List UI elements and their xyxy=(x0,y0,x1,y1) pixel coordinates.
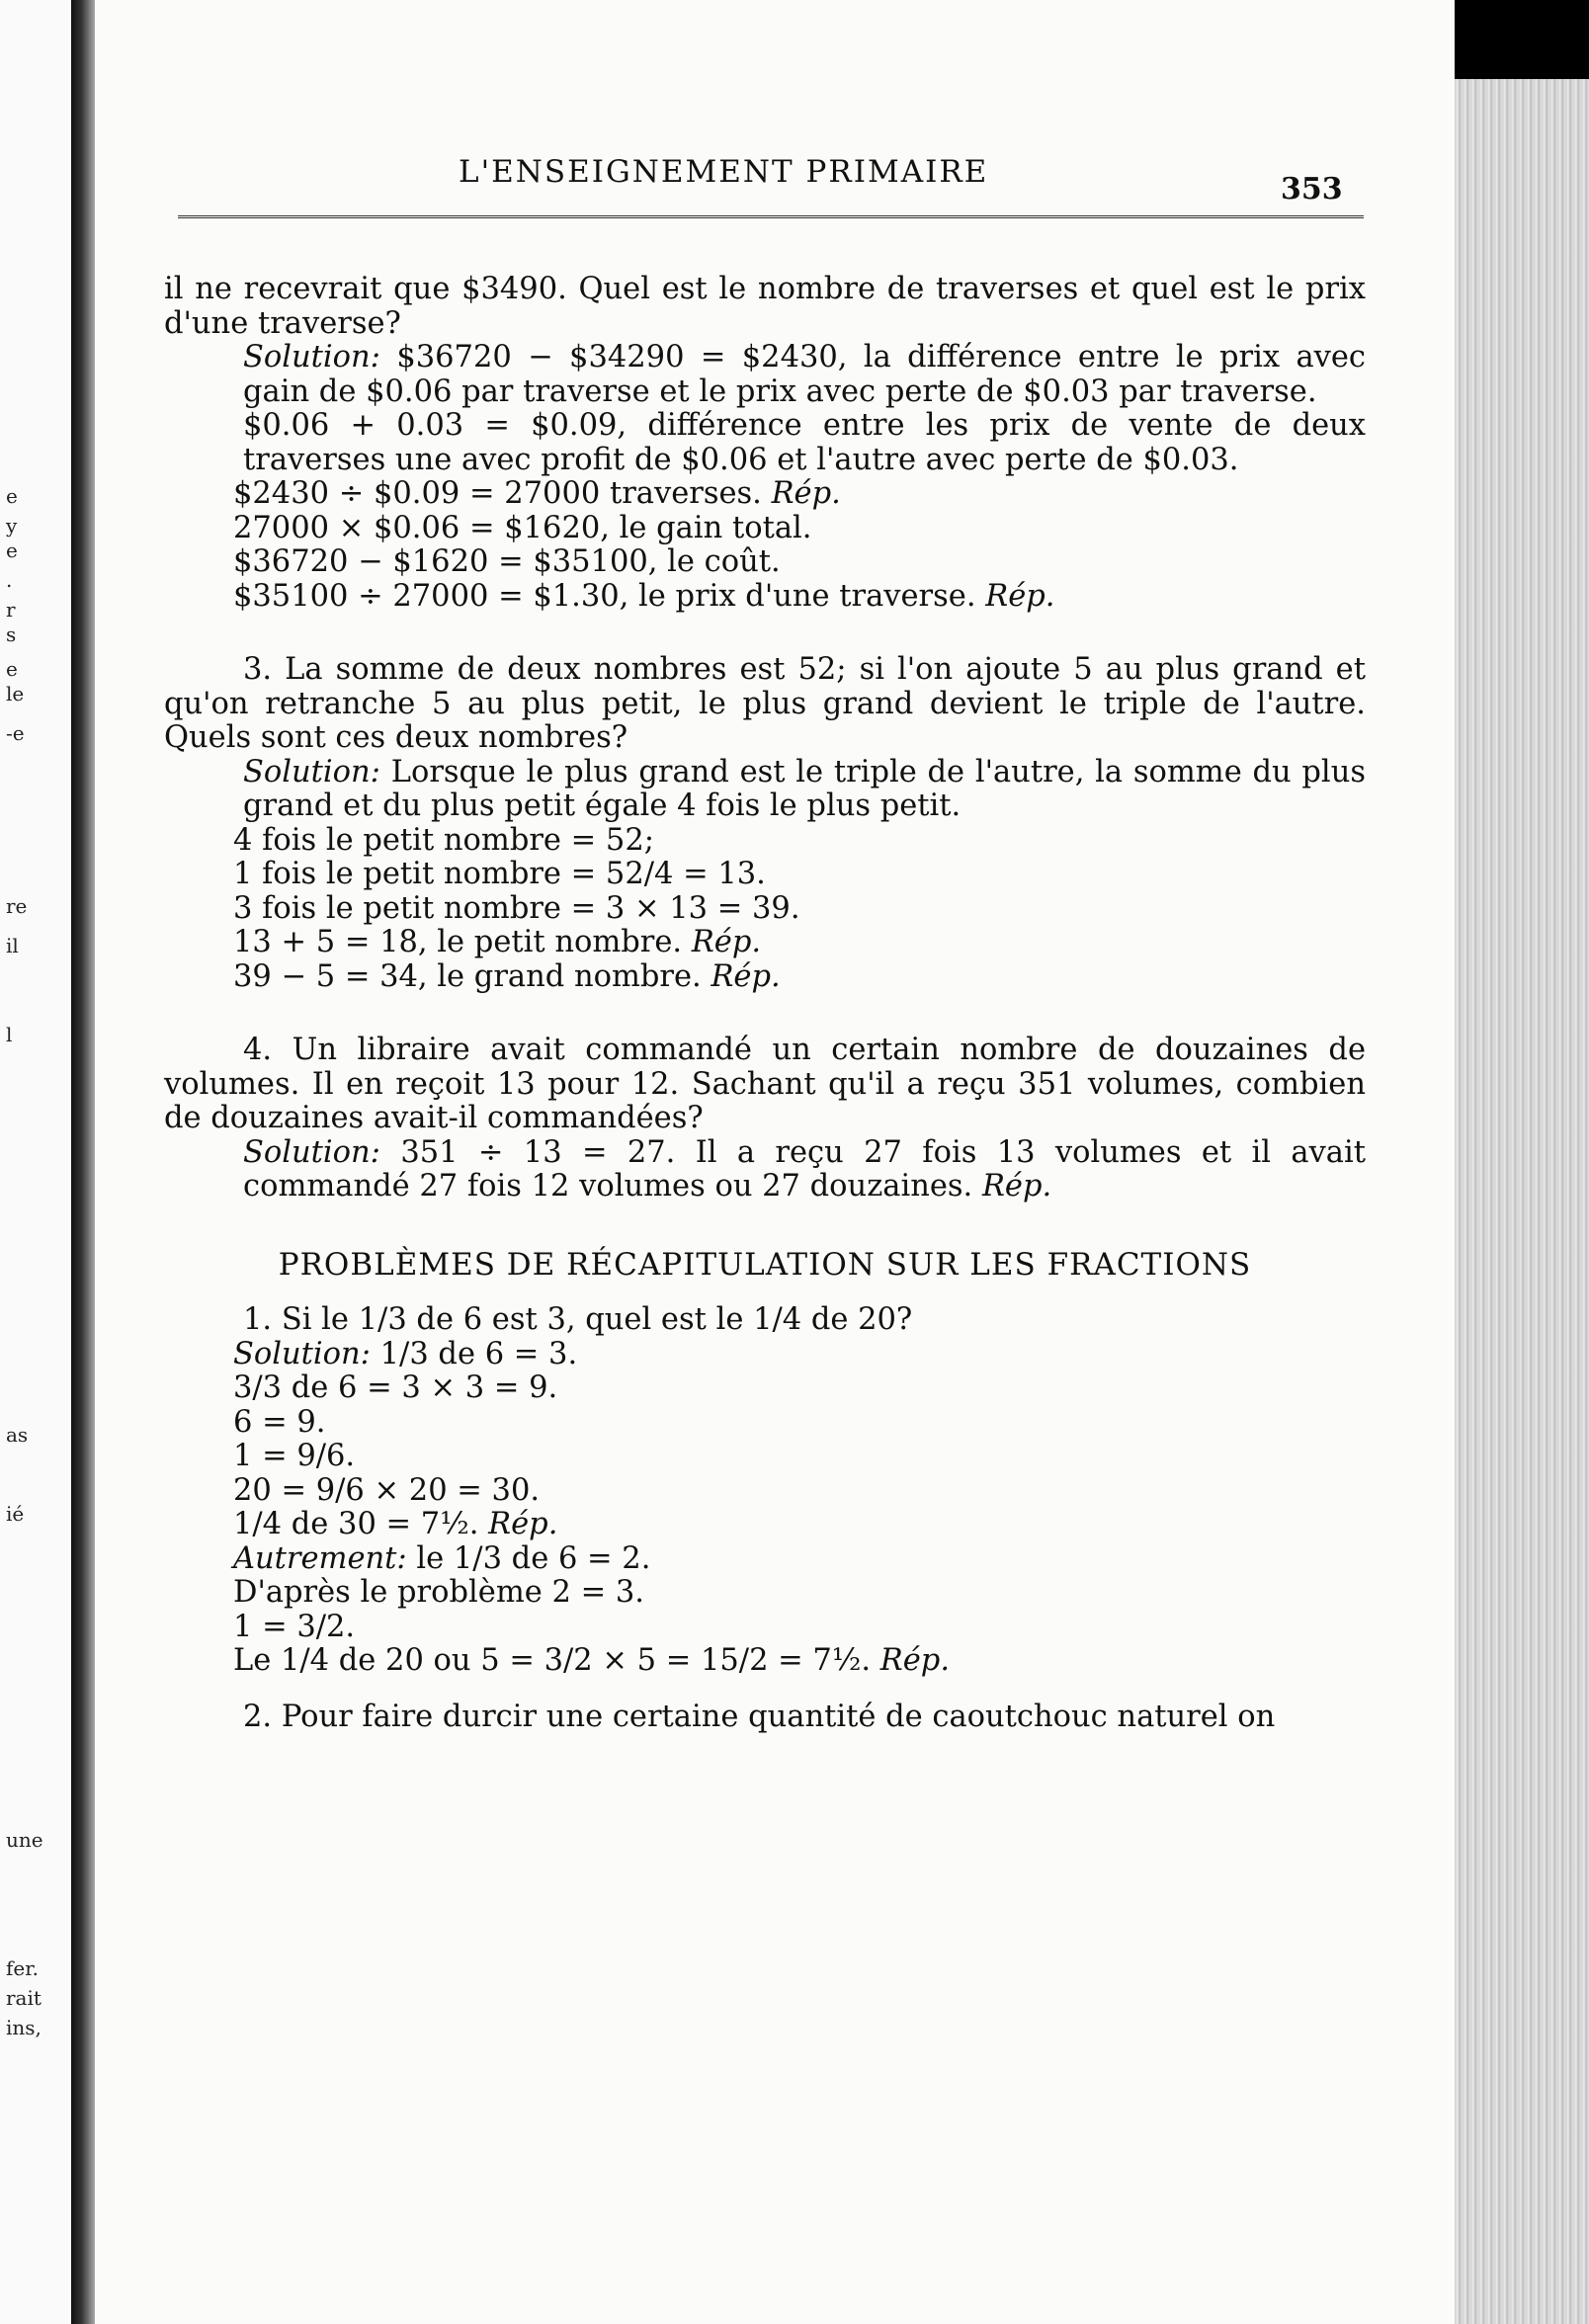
margin-mark: une xyxy=(6,1828,43,1852)
solution-text: 351 ÷ 13 = 27. Il a reçu 27 fois 13 volumes et il avait commandé 27 fois 12 volumes ou 27 douzaines. xyxy=(243,1134,1366,1204)
calc-line: 13 + 5 = 18, le petit nombre. Rép. xyxy=(233,925,762,959)
solution-paragraph xyxy=(164,756,1366,824)
problem-number: 2. xyxy=(243,1699,273,1734)
rep-label: Rép. xyxy=(771,476,841,511)
calc-line: 1 = 9/6. xyxy=(233,1439,356,1473)
rep-label: Rép. xyxy=(981,1169,1052,1204)
rep-label: Rép. xyxy=(691,925,762,959)
calc-line: $0.06 + 0.03 = $0.09, différence entre les prix de vente de deux traverses une avec profit de $0.06 et l'autre avec perte de $0.03. xyxy=(243,408,1366,477)
margin-mark: e xyxy=(6,657,18,681)
calc-line: 20 = 9/6 × 20 = 30. xyxy=(233,1472,541,1508)
margin-mark: . xyxy=(6,568,13,592)
autrement-label: Autrement: xyxy=(233,1540,407,1576)
calc-line: 1/4 de 30 = 7½. Rép. xyxy=(233,1507,558,1541)
page-content xyxy=(164,273,1366,1734)
solution-label: Solution: xyxy=(233,1336,371,1371)
calc-line: Autrement: le 1/3 de 6 = 2. xyxy=(233,1540,651,1576)
background-corner xyxy=(1455,0,1589,79)
spacer xyxy=(164,1286,1366,1303)
margin-mark: rait xyxy=(6,1986,42,2010)
problem-number: 3. xyxy=(243,652,273,687)
solution-label: Solution: xyxy=(243,1134,380,1170)
margin-mark: -e xyxy=(6,721,25,745)
section-title: PROBLÈMES DE RÉCAPITULATION SUR LES FRACTIONS xyxy=(278,1246,1252,1283)
problem-number: 1. xyxy=(243,1302,273,1337)
spacer xyxy=(164,614,1366,653)
rep-label: Rép. xyxy=(711,958,781,994)
problem-statement: 4. Un libraire avait commandé un certain nombre de douzaines de volumes. Il en reçoit 13 pour 12. Sachant qu'il a reçu 351 volumes, combien de douzaines avait-il commandées? xyxy=(164,1033,1366,1135)
calc-line: Solution: 1/3 de 6 = 3. xyxy=(233,1336,578,1371)
spacer xyxy=(164,1679,1366,1701)
calc-line: $35100 ÷ 27000 = $1.30, le prix d'une traverse. Rép. xyxy=(233,578,1055,614)
spacer xyxy=(164,1204,1366,1244)
margin-mark: le xyxy=(6,682,25,706)
calc-line: 4 fois le petit nombre = 52; xyxy=(233,822,655,858)
recap-problem-2 xyxy=(164,1701,1366,1735)
book-gutter xyxy=(71,0,97,2324)
calc-line: Le 1/4 de 20 ou 5 = 3/2 × 5 = 15/2 = 7½. Rép. xyxy=(233,1643,951,1678)
margin-mark: e xyxy=(6,539,18,562)
calc-line: D'après le problème 2 = 3. xyxy=(233,1575,644,1610)
problem-statement: 1. Si le 1/3 de 6 est 3, quel est le 1/4 de 20? xyxy=(243,1302,913,1337)
calc-line: $36720 − $1620 = $35100, le coût. xyxy=(233,544,781,579)
solution-label: Solution: xyxy=(243,340,380,374)
problem-text: il ne recevrait que $3490. Quel est le nombre de traverses et quel est le prix d'une traverse? xyxy=(164,272,1366,341)
calc-line: $2430 ÷ $0.09 = 27000 traverses. Rép. xyxy=(233,476,841,511)
margin-mark: y xyxy=(6,514,18,538)
rep-label: Rép. xyxy=(985,578,1055,614)
margin-mark: ié xyxy=(6,1502,25,1526)
previous-page-strip xyxy=(0,0,71,2324)
problem-statement: 3. La somme de deux nombres est 52; si l'on ajoute 5 au plus grand et qu'on retranche 5 au plus petit, le plus grand devient le triple de l'autre. Quels sont ces deux nombres? xyxy=(164,652,1366,755)
calc-line: 1 fois le petit nombre = 52/4 = 13. xyxy=(233,857,766,891)
margin-mark: re xyxy=(6,894,28,918)
spacer xyxy=(164,994,1366,1034)
calc-line: 39 − 5 = 34, le grand nombre. Rép. xyxy=(233,958,781,994)
margin-mark: e xyxy=(6,484,18,508)
problem-number: 4. xyxy=(243,1033,273,1067)
solution-paragraph xyxy=(164,1136,1366,1204)
calc-line: 3/3 de 6 = 3 × 3 = 9. xyxy=(233,1370,558,1405)
margin-mark: fer. xyxy=(6,1956,39,1980)
calc-line: 1 = 3/2. xyxy=(233,1609,356,1644)
problem-statement: 2. Pour faire durcir une certaine quantité de caoutchouc naturel on xyxy=(243,1699,1276,1734)
problem-4 xyxy=(164,1034,1366,1204)
rep-label: Rép. xyxy=(488,1507,558,1541)
running-title: L'ENSEIGNEMENT PRIMAIRE xyxy=(459,154,989,190)
header-rule xyxy=(178,215,1364,218)
page-number: 353 xyxy=(1281,172,1343,207)
margin-mark: s xyxy=(6,622,17,646)
margin-mark: il xyxy=(6,934,19,957)
margin-mark: ins, xyxy=(6,2016,42,2039)
calc-line: 27000 × $0.06 = $1620, le gain total. xyxy=(233,510,812,545)
problem-continued xyxy=(164,273,1366,614)
solution-text: $36720 − $34290 = $2430, la différence entre le prix avec gain de $0.06 par traverse et le prix avec perte de $0.03 par traverse. xyxy=(243,340,1366,409)
calc-line: 3 fois le petit nombre = 3 × 13 = 39. xyxy=(233,890,800,926)
page-edges xyxy=(1455,79,1589,2324)
problem-3 xyxy=(164,653,1366,994)
recap-problem-1 xyxy=(164,1303,1366,1679)
margin-mark: r xyxy=(6,598,16,622)
solution-paragraph xyxy=(164,341,1366,409)
page-header xyxy=(95,154,1455,207)
book-page xyxy=(95,0,1455,2324)
calc-line: 6 = 9. xyxy=(233,1404,326,1440)
solution-text: Lorsque le plus grand est le triple de l'autre, la somme du plus grand et du plus petit égale 4 fois le plus petit. xyxy=(243,754,1366,823)
margin-mark: l xyxy=(6,1023,13,1046)
margin-mark: as xyxy=(6,1423,29,1447)
solution-label: Solution: xyxy=(243,754,380,789)
rep-label: Rép. xyxy=(879,1643,951,1678)
